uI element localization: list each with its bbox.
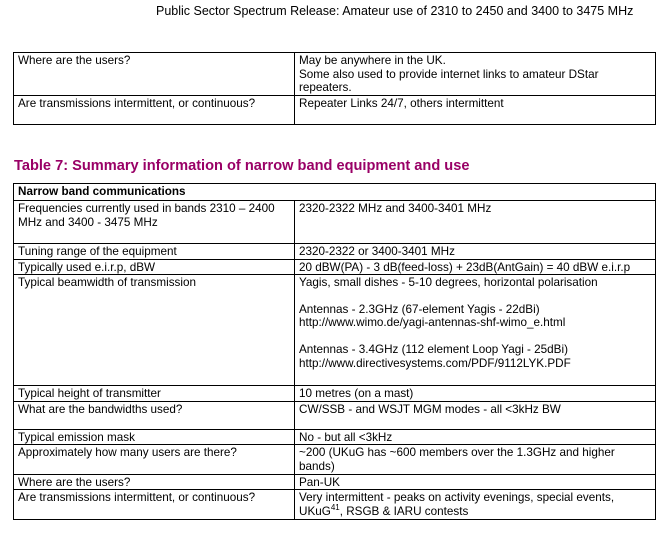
row-value: [295, 275, 656, 386]
row-value: 2320-2322 MHz and 3400-3401 MHz: [295, 201, 656, 244]
table-row: [14, 201, 656, 244]
row-value: CW/SSB - and WSJT MGM modes - all <3kHz BW: [295, 401, 656, 429]
row-value: Pan-UK: [295, 474, 656, 490]
row-label: Typical beamwidth of transmission: [14, 275, 295, 386]
row-label: Typically used e.i.r.p, dBW: [14, 259, 295, 275]
value-line: Antennas - 2.3GHz (67-element Yagis - 22dBi): [299, 302, 540, 316]
row-label: Approximately how many users are there?: [14, 445, 295, 474]
row-value: 10 metres (on a mast): [295, 386, 656, 402]
row-label: Where are the users?: [14, 53, 295, 96]
table-row: [14, 474, 656, 490]
table-7: [13, 183, 656, 520]
table-row: [14, 259, 656, 275]
row-label: Typical emission mask: [14, 429, 295, 445]
row-value: 20 dBW(PA) - 3 dB(feed-loss) + 23dB(AntGain) = 40 dBW e.i.r.p: [295, 259, 656, 275]
value-line: Yagis, small dishes - 5-10 degrees, horizontal polarisation: [299, 276, 598, 290]
row-label: Tuning range of the equipment: [14, 244, 295, 260]
value-line: May be anywhere in the UK.: [299, 54, 446, 67]
row-label: What are the bandwidths used?: [14, 401, 295, 429]
table-row: [14, 53, 656, 96]
table-row: [14, 401, 656, 429]
table-row: [14, 386, 656, 402]
table-header: Narrow band communications: [14, 184, 656, 201]
row-label: Where are the users?: [14, 474, 295, 490]
footnote-marker: 41: [330, 502, 340, 512]
table-row: [14, 490, 656, 520]
value-line: Antennas - 3.4GHz (112 element Loop Yagi - 25dBi): [299, 342, 568, 356]
row-label: Typical height of transmitter: [14, 386, 295, 402]
table-header-row: [14, 184, 656, 201]
url-line: http://www.wimo.de/yagi-antennas-shf-wimo_e.html: [299, 316, 566, 330]
row-value: [295, 490, 656, 520]
value-line: Some also used to provide internet links to amateur DStar: [299, 67, 599, 81]
table-row: [14, 429, 656, 445]
value-line: [299, 502, 651, 519]
table-row: [14, 275, 656, 386]
row-label: Are transmissions intermittent, or continuous?: [14, 490, 295, 520]
value-line: Very intermittent - peaks on activity evenings, special events,: [299, 491, 615, 505]
ukug-text: UKuG: [299, 504, 331, 518]
contests-text: , RSGB & IARU contests: [339, 504, 469, 518]
row-value: [295, 53, 656, 96]
table-row: [14, 445, 656, 474]
row-label: Frequencies currently used in bands 2310 – 2400 MHz and 3400 - 3475 MHz: [14, 201, 295, 244]
table-row: [14, 95, 656, 124]
table-7-title: Table 7: Summary information of narrow band equipment and use: [14, 158, 470, 174]
value-line: repeaters.: [299, 81, 352, 95]
page-header: Public Sector Spectrum Release: Amateur use of 2310 to 2450 and 3400 to 3475 MHz: [156, 4, 634, 18]
row-value: ~200 (UKuG has ~600 members over the 1.3GHz and higher bands): [295, 445, 656, 474]
table-6-continuation: [13, 52, 656, 125]
row-value: 2320-2322 or 3400-3401 MHz: [295, 244, 656, 260]
row-value: Repeater Links 24/7, others intermittent: [295, 95, 656, 124]
url-line: http://www.directivesystems.com/PDF/9112LYK.PDF: [299, 356, 571, 370]
row-value: No - but all <3kHz: [295, 429, 656, 445]
row-label: Are transmissions intermittent, or continuous?: [14, 95, 295, 124]
table-row: [14, 244, 656, 260]
